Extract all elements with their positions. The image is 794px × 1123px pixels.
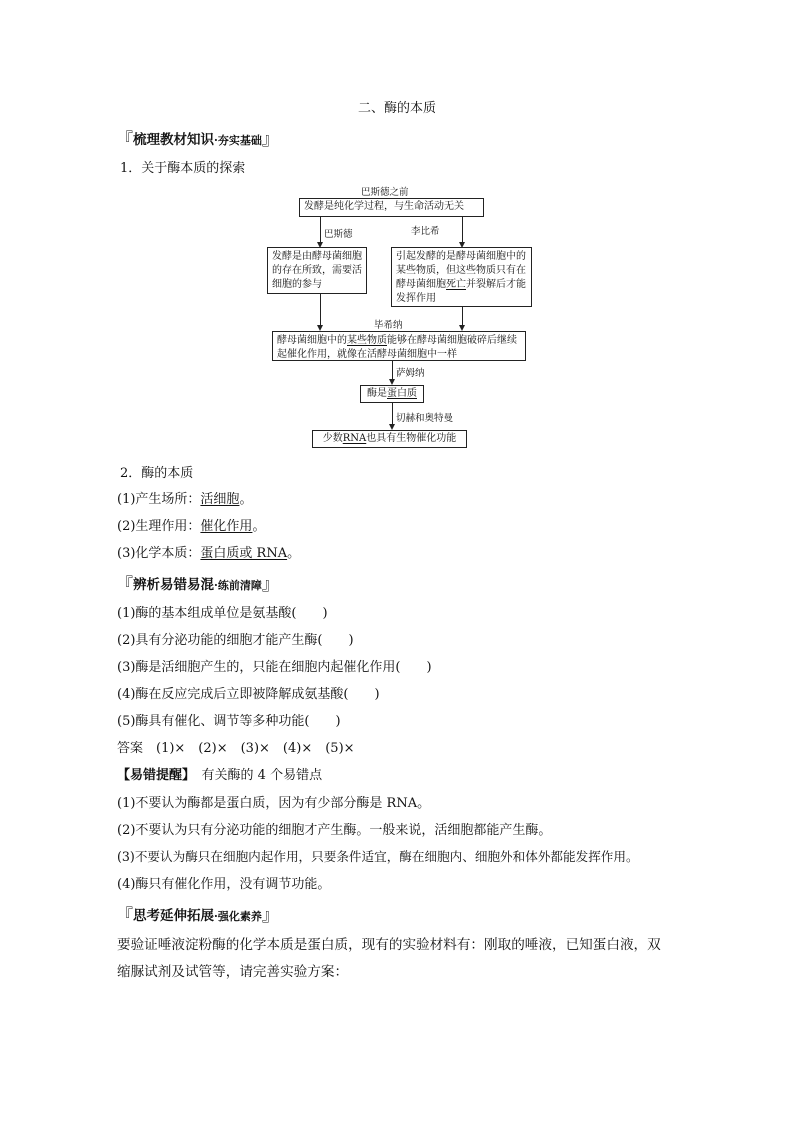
flow-label-cech: 切赫和奥特曼: [396, 413, 454, 424]
section-header-sub: 强化素养: [217, 910, 262, 923]
p2-suffix: 。: [252, 519, 266, 534]
judge-item-4: (4)酶在反应完成后立即被降解成氨基酸( ): [117, 687, 380, 702]
flow-box-before: 发酵是纯化学过程，与生命活动无关: [299, 198, 484, 217]
section-header-sub: 夯实基础: [217, 134, 262, 147]
flow-label-liebig: 李比希: [411, 226, 440, 237]
flow-label-top: 巴斯德之前: [361, 187, 409, 198]
flow-line-right-down: [462, 307, 463, 326]
flow-line-left: [320, 217, 321, 243]
section-header-errors: [116, 569, 279, 594]
part1-heading: 1．关于酶本质的探索: [120, 161, 246, 176]
tip-item-3: (3)不要认为酶只在细胞内起作用，只要条件适宜，酶在细胞内、细胞外和体外都能发挥作用。: [117, 849, 639, 864]
judge-item-1: (1)酶的基本组成单位是氨基酸( ): [117, 606, 328, 621]
flow-line-left-down: [320, 294, 321, 326]
flow-box-liebig-a: 引起发酵的是酵母菌细胞中的某些物质，但这些物质只有在酵母菌细胞: [396, 251, 526, 290]
section-header-main: 梳理教材知识: [133, 132, 214, 148]
flow-box-enzyme-u: 蛋白质: [387, 388, 417, 399]
flow-box-rna-a: 少数: [322, 433, 343, 444]
flow-box-liebig: [391, 247, 532, 307]
tip-item-4: (4)酶只有催化作用，没有调节功能。: [117, 877, 331, 892]
section-header-sub: 练前清障: [217, 579, 262, 592]
flow-box-buchner: [272, 331, 526, 361]
para-line-1: 要验证唾液淀粉酶的化学本质是蛋白质，现有的实验材料有：刚取的唾液，已知蛋白液，双: [117, 937, 661, 953]
flow-line-cech: [392, 403, 393, 425]
page-title: 二、酶的本质: [357, 101, 436, 116]
answer-line: 答案 (1)× (2)× (3)× (4)× (5)×: [117, 741, 355, 756]
section-header-sep: ·: [214, 134, 218, 147]
bracket-right: 』: [261, 130, 279, 150]
flow-label-pasteur: 巴斯德: [324, 229, 353, 240]
section-header-sep: ·: [214, 579, 218, 592]
flow-label-buchner: 毕希纳: [374, 320, 403, 331]
flow-box-liebig-b: 并裂解后才能发挥作用: [396, 279, 526, 304]
flow-box-rna-u: RNA: [342, 433, 367, 444]
flow-box-buchner-a: 酵母菌细胞中的: [277, 335, 347, 346]
section-header-sep: ·: [214, 910, 218, 923]
judge-item-2: (2)具有分泌功能的细胞才能产生酶( ): [117, 633, 354, 648]
section-header-textbook: [116, 124, 279, 149]
bracket-right: 』: [261, 906, 279, 926]
tip-item-1: (1)不要认为酶都是蛋白质，因为有少部分酶是 RNA。: [117, 796, 431, 811]
flow-box-enzyme-a: 酶是: [367, 388, 387, 399]
p2-suffix: 。: [239, 492, 253, 507]
part2-heading: 2．酶的本质: [120, 466, 194, 481]
section-header-extension: [116, 900, 279, 925]
judge-item-5: (5)酶具有催化、调节等多种功能( ): [117, 714, 341, 729]
p2-answer: 催化作用: [200, 519, 253, 534]
flow-box-buchner-b: 能够在酵母菌细胞破碎后继续起催化作用，就像在活酵母菌细胞中一样: [277, 335, 517, 360]
p2-prefix: (3)化学本质：: [117, 546, 201, 561]
judge-item-3: (3)酶是活细胞产生的，只能在细胞内起催化作用( ): [117, 660, 432, 675]
p2-item-3: [117, 542, 300, 561]
flow-line-right: [462, 217, 463, 243]
section-header-main: 思考延伸拓展: [133, 908, 214, 924]
tip-label: 【易错提醒】: [117, 768, 189, 783]
p2-prefix: (1)产生场所：: [117, 492, 201, 507]
flow-box-enzyme-protein: [360, 385, 424, 403]
flow-box-liebig-u: 死亡: [446, 279, 466, 290]
p2-suffix: 。: [287, 546, 301, 561]
flow-box-rna: [312, 430, 467, 448]
flow-box-pasteur: 发酵是由酵母菌细胞的存在所致，需要活细胞的参与: [267, 247, 367, 294]
p2-item-2: [117, 515, 265, 534]
flow-box-buchner-u: 某些物质: [347, 335, 387, 346]
bracket-right: 』: [261, 575, 279, 595]
p2-prefix: (2)生理作用：: [117, 519, 201, 534]
tip-title: 有关酶的 4 个易错点: [201, 768, 323, 783]
flow-label-sumner: 萨姆纳: [396, 368, 425, 379]
tip-item-2: (2)不要认为只有分泌功能的细胞才产生酶。一般来说，活细胞都能产生酶。: [117, 823, 552, 838]
p2-answer: 蛋白质或 RNA: [200, 546, 288, 561]
bracket-left: 『: [116, 130, 133, 150]
section-header-main: 辨析易错易混: [133, 577, 214, 593]
flow-line-sumner: [392, 361, 393, 380]
flow-box-rna-b: 也具有生物催化功能: [366, 433, 457, 444]
bracket-left: 『: [116, 906, 133, 926]
bracket-left: 『: [116, 575, 133, 595]
p2-item-1: [117, 488, 252, 507]
tip-heading: [117, 764, 322, 783]
p2-answer: 活细胞: [200, 492, 240, 507]
para-line-2: 缩脲试剂及试管等，请完善实验方案：: [117, 964, 349, 980]
